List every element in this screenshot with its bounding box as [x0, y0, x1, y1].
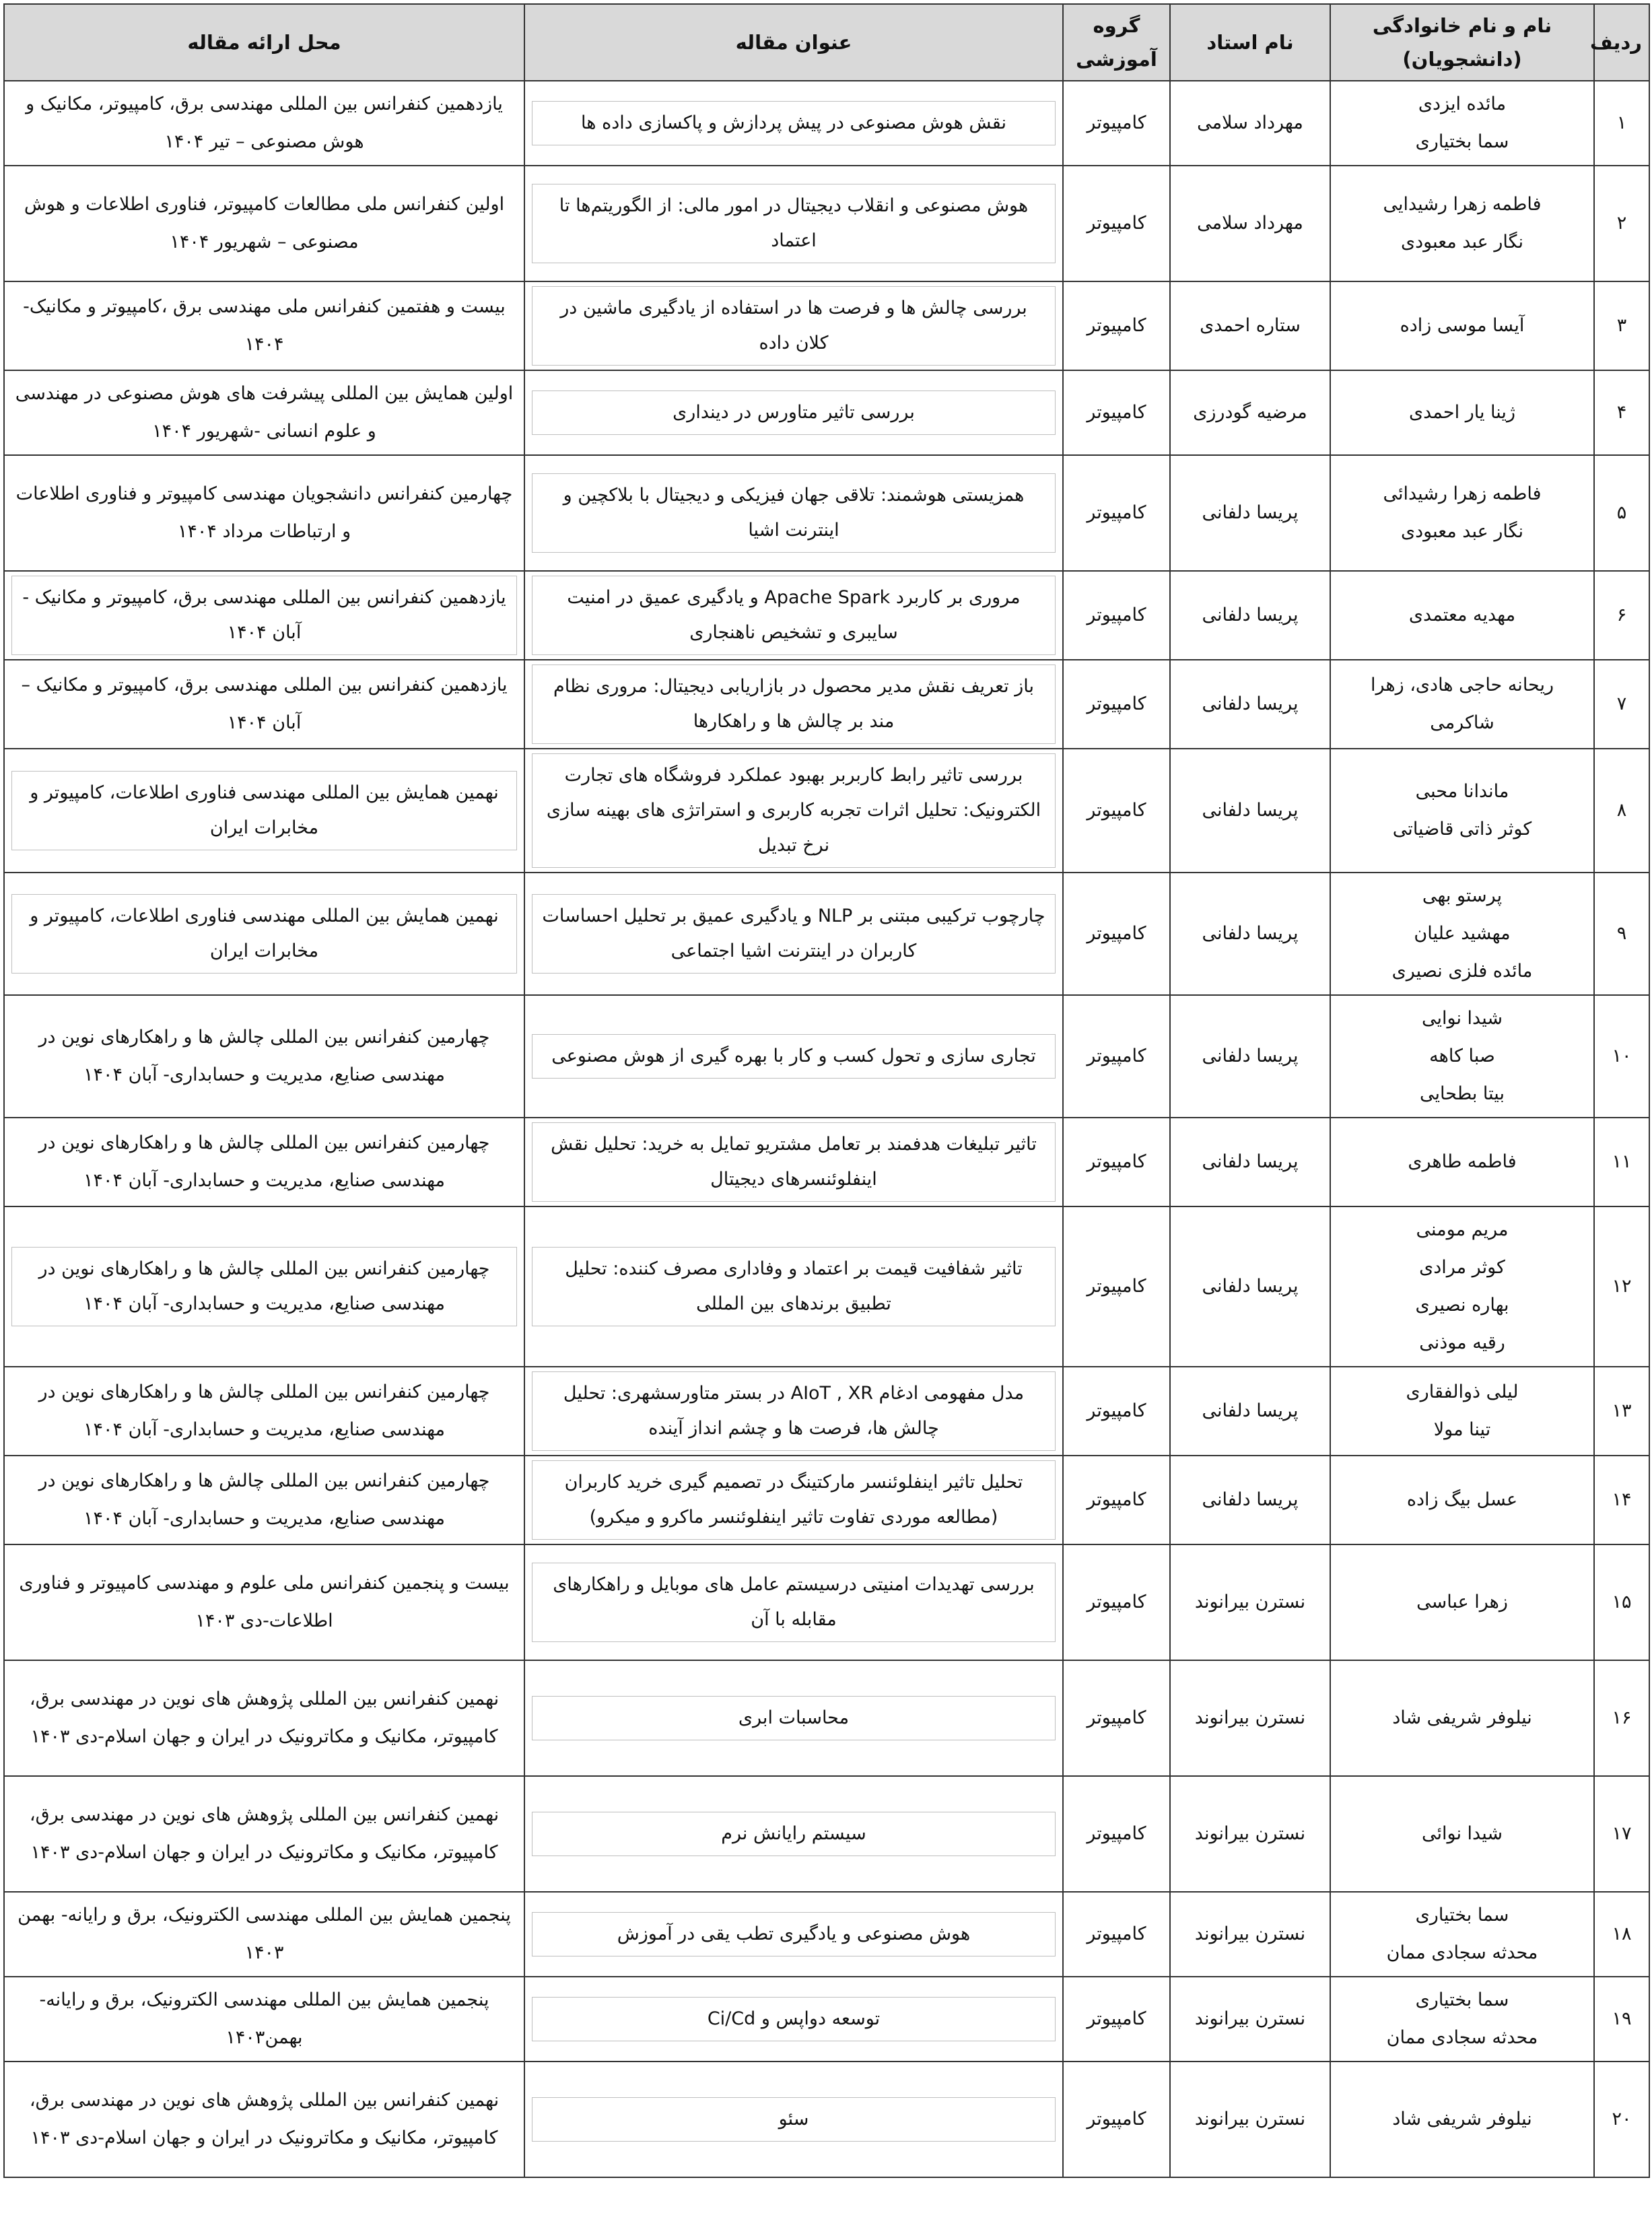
paper-venue: یازدهمین کنفرانس بین المللی مهندسی برق، کامپیوتر و مکانیک – آبان ۱۴۰۴ — [21, 675, 508, 733]
student-name: صبا کاهه — [1429, 1046, 1495, 1066]
paper-title: بررسی چالش ها و فرصت ها در استفاده از یادگیری ماشین در کلان داده — [532, 286, 1056, 366]
professor-cell: نسترن بیرانوند — [1170, 1892, 1330, 1977]
venue-cell — [4, 571, 524, 660]
student-name: فاطمه زهرا رشیدائی — [1383, 483, 1542, 504]
group-cell: کامپیوتر — [1063, 81, 1170, 166]
header-group: گروه آموزشی — [1063, 4, 1170, 81]
group-cell: کامپیوتر — [1063, 1660, 1170, 1776]
venue-cell — [4, 873, 524, 995]
student-name: بیتا بطحایی — [1420, 1083, 1505, 1104]
title-cell — [524, 1660, 1063, 1776]
venue-cell — [4, 1660, 524, 1776]
paper-title: نقش هوش مصنوعی در پیش پردازش و پاکسازی داده ها — [532, 101, 1056, 145]
student-name: نیلوفر شریفی شاد — [1392, 2109, 1532, 2130]
table-row — [4, 1118, 1649, 1206]
table-row — [4, 370, 1649, 455]
paper-venue: نهمین کنفرانس بین المللی پژوهش های نوین در مهندسی برق، کامپیوتر، مکانیک و مکاترونیک در ایران و جهان اسلام-دی ۱۴۰۳ — [29, 1689, 500, 1747]
table-row — [4, 873, 1649, 995]
professor-cell: پریسا دلفانی — [1170, 455, 1330, 571]
row-number: ۱۲ — [1594, 1206, 1649, 1367]
student-name: سما بختیاری — [1415, 131, 1509, 152]
students-cell — [1330, 749, 1594, 873]
venue-cell — [4, 166, 524, 281]
table-row — [4, 2062, 1649, 2177]
students-cell — [1330, 1892, 1594, 1977]
professor-cell: نسترن بیرانوند — [1170, 1977, 1330, 2062]
professor-cell: نسترن بیرانوند — [1170, 1544, 1330, 1660]
paper-venue: بیست و پنجمین کنفرانس ملی علوم و مهندسی کامپیوتر و فناوری اطلاعات-دی ۱۴۰۳ — [19, 1573, 510, 1631]
group-cell: کامپیوتر — [1063, 571, 1170, 660]
paper-venue: پنجمین همایش بین المللی مهندسی الکترونیک، برق و رایانه-بهمن۱۴۰۳ — [39, 1989, 489, 2048]
table-row — [4, 1544, 1649, 1660]
students-cell — [1330, 2062, 1594, 2177]
row-number: ۱۰ — [1594, 995, 1649, 1118]
venue-cell — [4, 281, 524, 370]
header-title: عنوان مقاله — [524, 4, 1063, 81]
title-cell — [524, 281, 1063, 370]
table-row — [4, 1977, 1649, 2062]
row-number: ۹ — [1594, 873, 1649, 995]
paper-venue: چهارمین کنفرانس بین المللی چالش ها و راهکارهای نوین در مهندسی صنایع، مدیریت و حسابداری- آبان ۱۴۰۴ — [38, 1382, 490, 1440]
paper-title: مروری بر کاربرد Apache Spark و یادگیری عمیق در امنیت سایبری و تشخیص ناهنجاری — [532, 576, 1056, 655]
venue-cell — [4, 1367, 524, 1456]
title-cell — [524, 455, 1063, 571]
professor-cell: پریسا دلفانی — [1170, 660, 1330, 749]
paper-venue: چهارمین کنفرانس دانشجویان مهندسی کامپیوتر و فناوری اطلاعات و ارتباطات مرداد ۱۴۰۴ — [15, 483, 513, 542]
paper-title: تحلیل تاثیر اینفلوئنسر مارکتینگ در تصمیم گیری خرید کاربران (مطالعه موردی تفاوت تاثیر اینفلوئنسر ماکرو و میکرو) — [532, 1460, 1056, 1540]
paper-title: توسعه دواپس و Ci/Cd — [532, 1997, 1056, 2041]
professor-cell: پریسا دلفانی — [1170, 995, 1330, 1118]
title-cell — [524, 1206, 1063, 1367]
group-cell: کامپیوتر — [1063, 370, 1170, 455]
table-row — [4, 995, 1649, 1118]
row-number: ۱۶ — [1594, 1660, 1649, 1776]
table-body — [4, 81, 1649, 2177]
paper-title: هوش مصنوعی و یادگیری تطب یقی در آموزش — [532, 1912, 1056, 1956]
paper-venue: یازدهمین کنفرانس بین المللی مهندسی برق، کامپیوتر، مکانیک و هوش مصنوعی – تیر ۱۴۰۴ — [26, 94, 503, 152]
paper-title: مدل مفهومی ادغام AIoT , XR در بستر متاورسشهری: تحلیل چالش ها، فرصت ها و چشم انداز آینده — [532, 1371, 1056, 1451]
group-cell: کامپیوتر — [1063, 749, 1170, 873]
professor-cell: نسترن بیرانوند — [1170, 1776, 1330, 1892]
student-name: فاطمه زهرا رشیدایی — [1383, 194, 1542, 215]
student-name: مائده فلزی نصیری — [1391, 961, 1533, 982]
title-cell — [524, 660, 1063, 749]
student-name: سما بختیاری — [1415, 1989, 1509, 2010]
group-cell: کامپیوتر — [1063, 1118, 1170, 1206]
title-cell — [524, 1367, 1063, 1456]
group-cell: کامپیوتر — [1063, 1206, 1170, 1367]
student-name: عسل بیگ زاده — [1406, 1489, 1518, 1510]
students-cell — [1330, 455, 1594, 571]
row-number: ۴ — [1594, 370, 1649, 455]
professor-cell: پریسا دلفانی — [1170, 1206, 1330, 1367]
title-cell — [524, 81, 1063, 166]
title-cell — [524, 1892, 1063, 1977]
table-row — [4, 166, 1649, 281]
table-row — [4, 455, 1649, 571]
paper-title: بررسی تهدیدات امنیتی درسیستم عامل های موبایل و راهکارهای مقابله با آن — [532, 1563, 1056, 1642]
students-cell — [1330, 166, 1594, 281]
row-number: ۷ — [1594, 660, 1649, 749]
students-cell — [1330, 1118, 1594, 1206]
row-number: ۱۳ — [1594, 1367, 1649, 1456]
paper-title: تجاری سازی و تحول کسب و کار با بهره گیری از هوش مصنوعی — [532, 1034, 1056, 1079]
paper-venue: نهمین همایش بین المللی مهندسی فناوری اطلاعات، کامپیوتر و مخابرات ایران — [11, 771, 517, 850]
row-number: ۱۴ — [1594, 1456, 1649, 1544]
header-venue: محل ارائه مقاله — [4, 4, 524, 81]
header-row-number: ردیف — [1594, 4, 1649, 81]
paper-title: تاثیر تبلیغات هدفمند بر تعامل مشتریو تمایل به خرید: تحلیل نقش اینفلوئنسرهای دیجیتال — [532, 1122, 1056, 1202]
group-cell: کامپیوتر — [1063, 455, 1170, 571]
venue-cell — [4, 1977, 524, 2062]
venue-cell — [4, 1776, 524, 1892]
paper-title: همزیستی هوشمند: تلاقی جهان فیزیکی و دیجیتال با بلاکچین و اینترنت اشیا — [532, 473, 1056, 553]
table-header — [4, 4, 1649, 81]
professor-cell: مرضیه گودرزی — [1170, 370, 1330, 455]
venue-cell — [4, 370, 524, 455]
group-cell: کامپیوتر — [1063, 1977, 1170, 2062]
paper-title: چارچوب ترکیبی مبتنی بر NLP و یادگیری عمیق بر تحلیل احساسات کاربران در اینترنت اشیا اجتماعی — [532, 894, 1056, 974]
title-cell — [524, 1776, 1063, 1892]
student-name: آیسا موسی زاده — [1400, 315, 1525, 336]
paper-venue: چهارمین کنفرانس بین المللی چالش ها و راهکارهای نوین در مهندسی صنایع، مدیریت و حسابداری- آبان ۱۴۰۴ — [38, 1132, 490, 1191]
professor-cell: پریسا دلفانی — [1170, 749, 1330, 873]
venue-cell — [4, 1892, 524, 1977]
row-number: ۲۰ — [1594, 2062, 1649, 2177]
student-name: زهرا عباسی — [1416, 1592, 1508, 1612]
group-cell: کامپیوتر — [1063, 2062, 1170, 2177]
row-number: ۱۹ — [1594, 1977, 1649, 2062]
professor-cell: پریسا دلفانی — [1170, 1367, 1330, 1456]
students-cell — [1330, 1544, 1594, 1660]
title-cell — [524, 1456, 1063, 1544]
venue-cell — [4, 1456, 524, 1544]
student-name: مائده ایزدی — [1418, 94, 1507, 114]
student-name: کوثر ذاتی قاضیاتی — [1392, 819, 1532, 840]
student-name: نگار عبد معبودی — [1400, 232, 1524, 252]
row-number: ۵ — [1594, 455, 1649, 571]
title-cell — [524, 1977, 1063, 2062]
student-name: شیدا نوایی — [1421, 1008, 1503, 1029]
paper-venue: اولین کنفرانس ملی مطالعات کامپیوتر، فناوری اطلاعات و هوش مصنوعی – شهریور ۱۴۰۴ — [24, 194, 505, 252]
student-name: سما بختیاری — [1415, 1905, 1509, 1926]
title-cell — [524, 1118, 1063, 1206]
title-cell — [524, 2062, 1063, 2177]
paper-title: محاسبات ابری — [532, 1696, 1056, 1740]
group-cell: کامپیوتر — [1063, 873, 1170, 995]
students-cell — [1330, 81, 1594, 166]
paper-title: بررسی تاثیر رابط کاربربر بهبود عملکرد فروشگاه های تجارت الکترونیک: تحلیل اثرات تجربه کاربری و استراتژی های بهینه سازی نرخ تبدیل — [532, 753, 1056, 868]
student-name: محدثه سجادی ممان — [1386, 2027, 1538, 2048]
paper-venue: چهارمین کنفرانس بین المللی چالش ها و راهکارهای نوین در مهندسی صنایع، مدیریت و حسابداری- آبان ۱۴۰۴ — [38, 1470, 490, 1529]
table-row — [4, 749, 1649, 873]
group-cell: کامپیوتر — [1063, 995, 1170, 1118]
paper-venue: یازدهمین کنفرانس بین المللی مهندسی برق، کامپیوتر و مکانیک - آبان ۱۴۰۴ — [11, 576, 517, 655]
title-cell — [524, 1544, 1063, 1660]
row-number: ۸ — [1594, 749, 1649, 873]
students-cell — [1330, 1206, 1594, 1367]
row-number: ۱۷ — [1594, 1776, 1649, 1892]
paper-venue: پنجمین همایش بین المللی مهندسی الکترونیک، برق و رایانه- بهمن ۱۴۰۳ — [18, 1905, 511, 1963]
students-cell — [1330, 1367, 1594, 1456]
paper-venue: چهارمین کنفرانس بین المللی چالش ها و راهکارهای نوین در مهندسی صنایع، مدیریت و حسابداری- آبان ۱۴۰۴ — [11, 1247, 517, 1326]
title-cell — [524, 873, 1063, 995]
student-name: بهاره نصیری — [1415, 1295, 1509, 1316]
student-name: پرستو بهی — [1422, 885, 1503, 906]
papers-table — [3, 3, 1650, 2178]
venue-cell — [4, 749, 524, 873]
title-cell — [524, 571, 1063, 660]
students-cell — [1330, 1776, 1594, 1892]
group-cell: کامپیوتر — [1063, 1456, 1170, 1544]
student-name: ژینا یار احمدی — [1409, 402, 1515, 423]
table-row — [4, 81, 1649, 166]
venue-cell — [4, 2062, 524, 2177]
paper-venue: نهمین کنفرانس بین المللی پژوهش های نوین در مهندسی برق، کامپیوتر، مکانیک و مکاترونیک در ایران و جهان اسلام-دی ۱۴۰۳ — [29, 1804, 500, 1863]
students-cell — [1330, 1660, 1594, 1776]
student-name: محدثه سجادی ممان — [1386, 1942, 1538, 1963]
table-row — [4, 1367, 1649, 1456]
student-name: رقیه موذنی — [1419, 1332, 1505, 1353]
table-row — [4, 571, 1649, 660]
students-cell — [1330, 873, 1594, 995]
table-row — [4, 1660, 1649, 1776]
paper-title: بررسی تاثیر متاورس در دینداری — [532, 390, 1056, 435]
student-name: مهدیه معتمدی — [1408, 605, 1516, 625]
venue-cell — [4, 1118, 524, 1206]
students-cell — [1330, 995, 1594, 1118]
venue-cell — [4, 660, 524, 749]
title-cell — [524, 995, 1063, 1118]
professor-cell: پریسا دلفانی — [1170, 571, 1330, 660]
student-name: کوثر مرادی — [1419, 1257, 1505, 1278]
row-number: ۱۱ — [1594, 1118, 1649, 1206]
professor-cell: نسترن بیرانوند — [1170, 2062, 1330, 2177]
venue-cell — [4, 1544, 524, 1660]
student-name: مهشید علیان — [1414, 923, 1511, 944]
student-name: نگار عبد معبودی — [1400, 521, 1524, 542]
professor-cell: مهرداد سلامی — [1170, 81, 1330, 166]
professor-cell: پریسا دلفانی — [1170, 1456, 1330, 1544]
students-cell — [1330, 660, 1594, 749]
table-row — [4, 1776, 1649, 1892]
professor-cell: پریسا دلفانی — [1170, 1118, 1330, 1206]
students-cell — [1330, 281, 1594, 370]
venue-cell — [4, 81, 524, 166]
paper-venue: نهمین همایش بین المللی مهندسی فناوری اطلاعات، کامپیوتر و مخابرات ایران — [11, 894, 517, 974]
professor-cell: مهرداد سلامی — [1170, 166, 1330, 281]
paper-title: تاثیر شفافیت قیمت بر اعتماد و وفاداری مصرف کننده: تحلیل تطبیق برندهای بین المللی — [532, 1247, 1056, 1326]
title-cell — [524, 370, 1063, 455]
paper-venue: نهمین کنفرانس بین المللی پژوهش های نوین در مهندسی برق، کامپیوتر، مکانیک و مکاترونیک در ایران و جهان اسلام-دی ۱۴۰۳ — [29, 2090, 500, 2148]
table-row — [4, 1206, 1649, 1367]
row-number: ۱۵ — [1594, 1544, 1649, 1660]
row-number: ۱ — [1594, 81, 1649, 166]
venue-cell — [4, 1206, 524, 1367]
students-cell — [1330, 1977, 1594, 2062]
students-cell — [1330, 370, 1594, 455]
title-cell — [524, 749, 1063, 873]
students-cell — [1330, 571, 1594, 660]
row-number: ۲ — [1594, 166, 1649, 281]
table-row — [4, 660, 1649, 749]
table-row — [4, 281, 1649, 370]
group-cell: کامپیوتر — [1063, 660, 1170, 749]
group-cell: کامپیوتر — [1063, 281, 1170, 370]
paper-title: سیستم رایانش نرم — [532, 1812, 1056, 1856]
student-name: ریحانه حاجی هادی، زهرا شاکرمی — [1370, 675, 1554, 733]
professor-cell: نسترن بیرانوند — [1170, 1660, 1330, 1776]
paper-venue: چهارمین کنفرانس بین المللی چالش ها و راهکارهای نوین در مهندسی صنایع، مدیریت و حسابداری- آبان ۱۴۰۴ — [38, 1027, 490, 1085]
group-cell: کامپیوتر — [1063, 1544, 1170, 1660]
row-number: ۱۸ — [1594, 1892, 1649, 1977]
student-name: فاطمه طاهری — [1408, 1151, 1517, 1172]
paper-title: هوش مصنوعی و انقلاب دیجیتال در امور مالی: از الگوریتم‌ها تا اعتماد — [532, 184, 1056, 263]
header-students: نام و نام خانوادگی (دانشجویان) — [1330, 4, 1594, 81]
professor-cell: ستاره احمدی — [1170, 281, 1330, 370]
header-professor: نام استاد — [1170, 4, 1330, 81]
title-cell — [524, 166, 1063, 281]
group-cell: کامپیوتر — [1063, 166, 1170, 281]
student-name: شیدا نوائی — [1421, 1823, 1503, 1844]
student-name: تینا مولا — [1433, 1419, 1491, 1440]
paper-venue: اولین همایش بین المللی پیشرفت های هوش مصنوعی در مهندسی و علوم انسانی -شهریور ۱۴۰۴ — [15, 383, 514, 442]
group-cell: کامپیوتر — [1063, 1367, 1170, 1456]
table-row — [4, 1892, 1649, 1977]
student-name: نیلوفر شریفی شاد — [1392, 1707, 1532, 1728]
students-cell — [1330, 1456, 1594, 1544]
paper-venue: بیست و هفتمین کنفرانس ملی مهندسی برق ،کامپیوتر و مکانیک- ۱۴۰۴ — [23, 296, 506, 355]
row-number: ۶ — [1594, 571, 1649, 660]
table-row — [4, 1456, 1649, 1544]
venue-cell — [4, 995, 524, 1118]
student-name: لیلی ذوالفقاری — [1406, 1382, 1519, 1402]
group-cell: کامپیوتر — [1063, 1892, 1170, 1977]
professor-cell: پریسا دلفانی — [1170, 873, 1330, 995]
student-name: مریم مومنی — [1416, 1219, 1509, 1240]
venue-cell — [4, 455, 524, 571]
header-row — [4, 4, 1649, 81]
group-cell: کامپیوتر — [1063, 1776, 1170, 1892]
paper-title: سئو — [532, 2097, 1056, 2142]
paper-title: باز تعریف نقش مدیر محصول در بازاریابی دیجیتال: مروری نظام مند بر چالش ها و راهکارها — [532, 665, 1056, 744]
student-name: ماندانا محبی — [1415, 781, 1509, 802]
row-number: ۳ — [1594, 281, 1649, 370]
